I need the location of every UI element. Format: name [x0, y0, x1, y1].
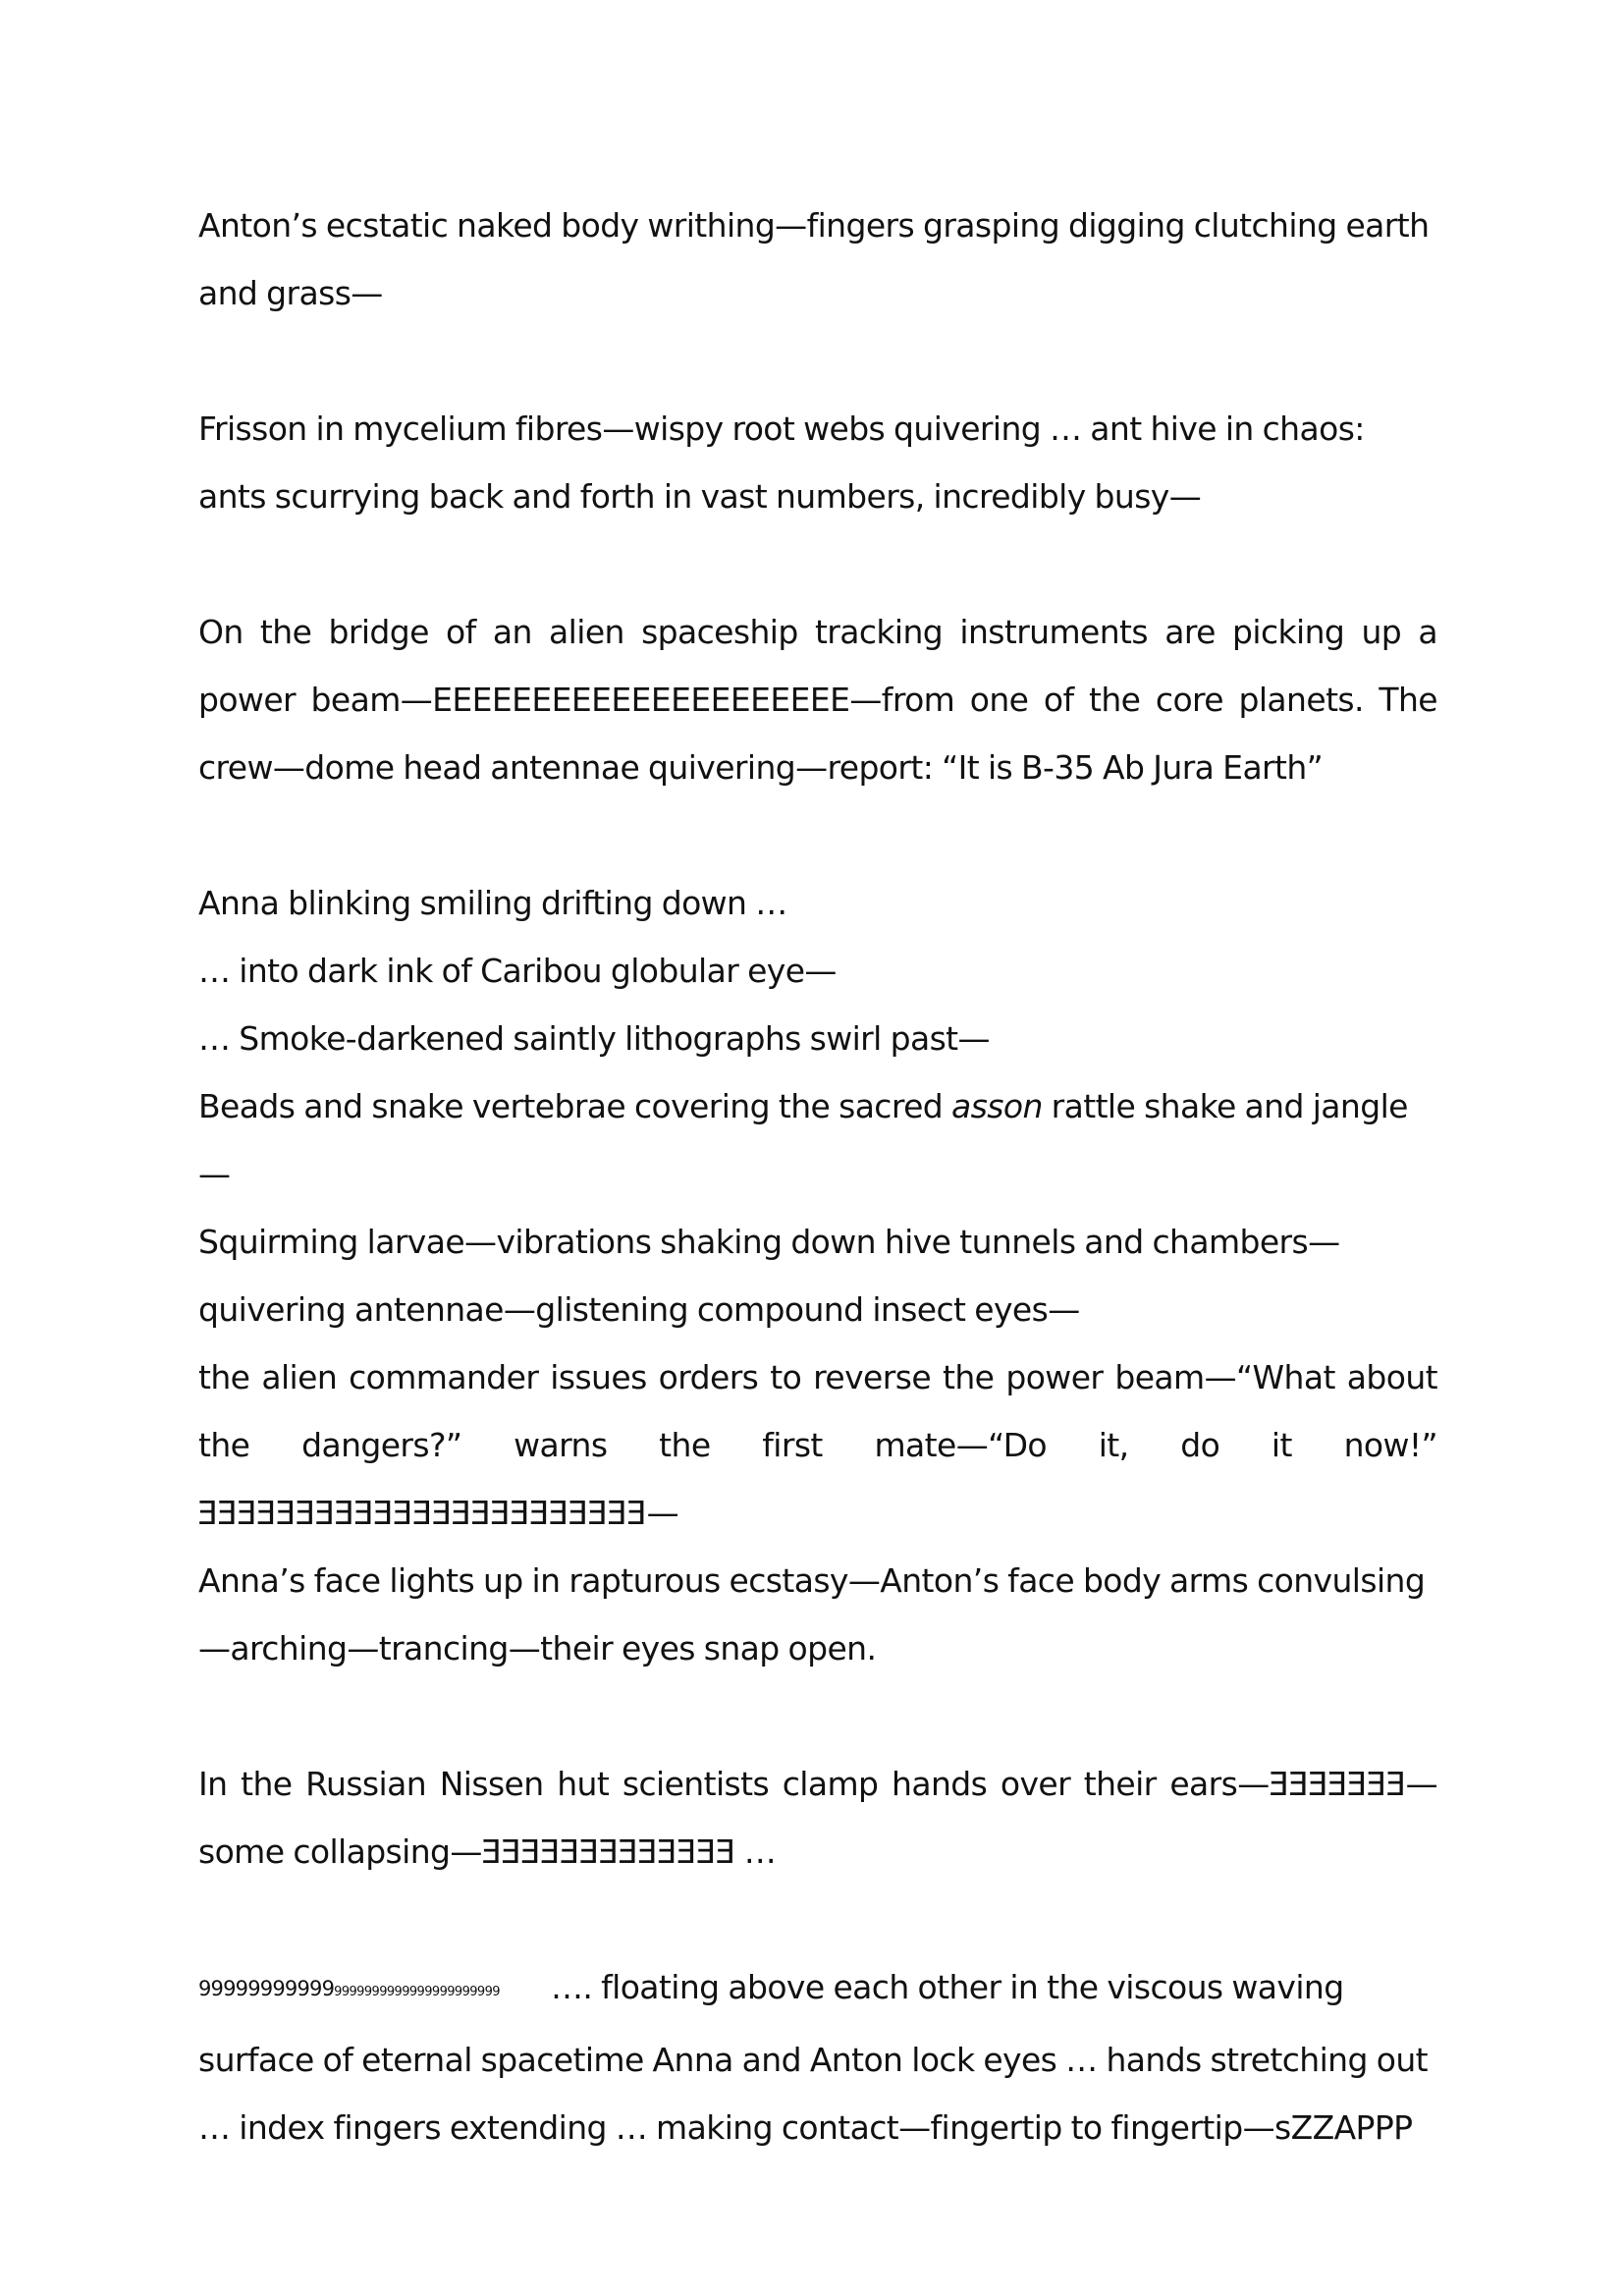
document-page [198, 191, 1437, 2229]
line-text: — [646, 1494, 678, 1532]
paragraph-text: …. floating above each other in the viscous waving surface of eternal spacetime Anna and Anton lock eyes … hands stretching out … index fingers extending … making contact—fingertip to fingertip—sZZAPPP [198, 1968, 1428, 2147]
line-lithographs: … Smoke-darkened saintly lithographs swirl past— [198, 1019, 990, 1058]
paragraph-spacetime-contact [198, 1953, 1437, 2161]
line-text: rattle shake and jangle— [198, 1087, 1408, 1193]
line-alien-commander [198, 1343, 1437, 1547]
paragraph-text: Frisson in mycelium fibres—wispy root webs quivering … ant hive in chaos: ants scurrying back and forth in vast numbers, incredibly busy— [198, 410, 1365, 516]
paragraph-text: Anton’s ecstatic naked body writhing—fingers grasping digging clutching earth and grass— [198, 206, 1430, 312]
paragraph-text: … [734, 1832, 777, 1871]
line-asson-rattle [198, 1072, 1437, 1208]
nines-sequence-small: 9999999999999999999999 [334, 1985, 500, 1999]
line-anna-blinking: Anna blinking smiling drifting down … [198, 884, 787, 922]
line-anna-ecstasy: Anna’s face lights up in rapturous ecstasy—Anton’s face body arms convulsing—arching—trancing—their eyes snap open. [198, 1561, 1426, 1667]
paragraph-anna-drifting [198, 869, 1437, 1682]
paragraph-frisson [198, 395, 1437, 530]
line-text: the alien commander issues orders to reverse the power beam—“What about the dangers?” warns the first mate—“Do it, do it now!” [198, 1358, 1437, 1464]
mirrored-e-sequence: EEEEEEEEEEEEEEEEEEEEEEE [198, 1494, 647, 1532]
italic-asson: asson [951, 1087, 1043, 1125]
line-caribou-eye: … into dark ink of Caribou globular eye— [198, 952, 837, 990]
paragraph-text: —some collapsing— [198, 1765, 1437, 1871]
nines-sequence-large: 99999999999 [198, 1977, 335, 2000]
line-text: Beads and snake vertebrae covering the sacred [198, 1087, 952, 1125]
paragraph-text: In the Russian Nissen hut scientists clamp hands over their ears— [198, 1765, 1270, 1803]
paragraph-text: On the bridge of an alien spaceship tracking instruments are picking up a power beam—EEEEEEEEEEEEEEEEEEEEE—from one of the core planets. The crew—dome head antennae quivering—report: “It is B-35 Ab Jura Earth” [198, 613, 1437, 787]
paragraph-alien-bridge [198, 598, 1437, 801]
paragraph-anton-writhing [198, 191, 1437, 327]
line-squirming-larvae: Squirming larvae—vibrations shaking down hive tunnels and chambers—quivering antennae—glistening compound insect eyes— [198, 1223, 1340, 1329]
mirrored-e-sequence-long: EEEEEEEEEEEEE [481, 1832, 735, 1871]
mirrored-e-sequence-short: EEEEEEE [1269, 1765, 1406, 1803]
paragraph-nissen-hut [198, 1750, 1437, 1886]
